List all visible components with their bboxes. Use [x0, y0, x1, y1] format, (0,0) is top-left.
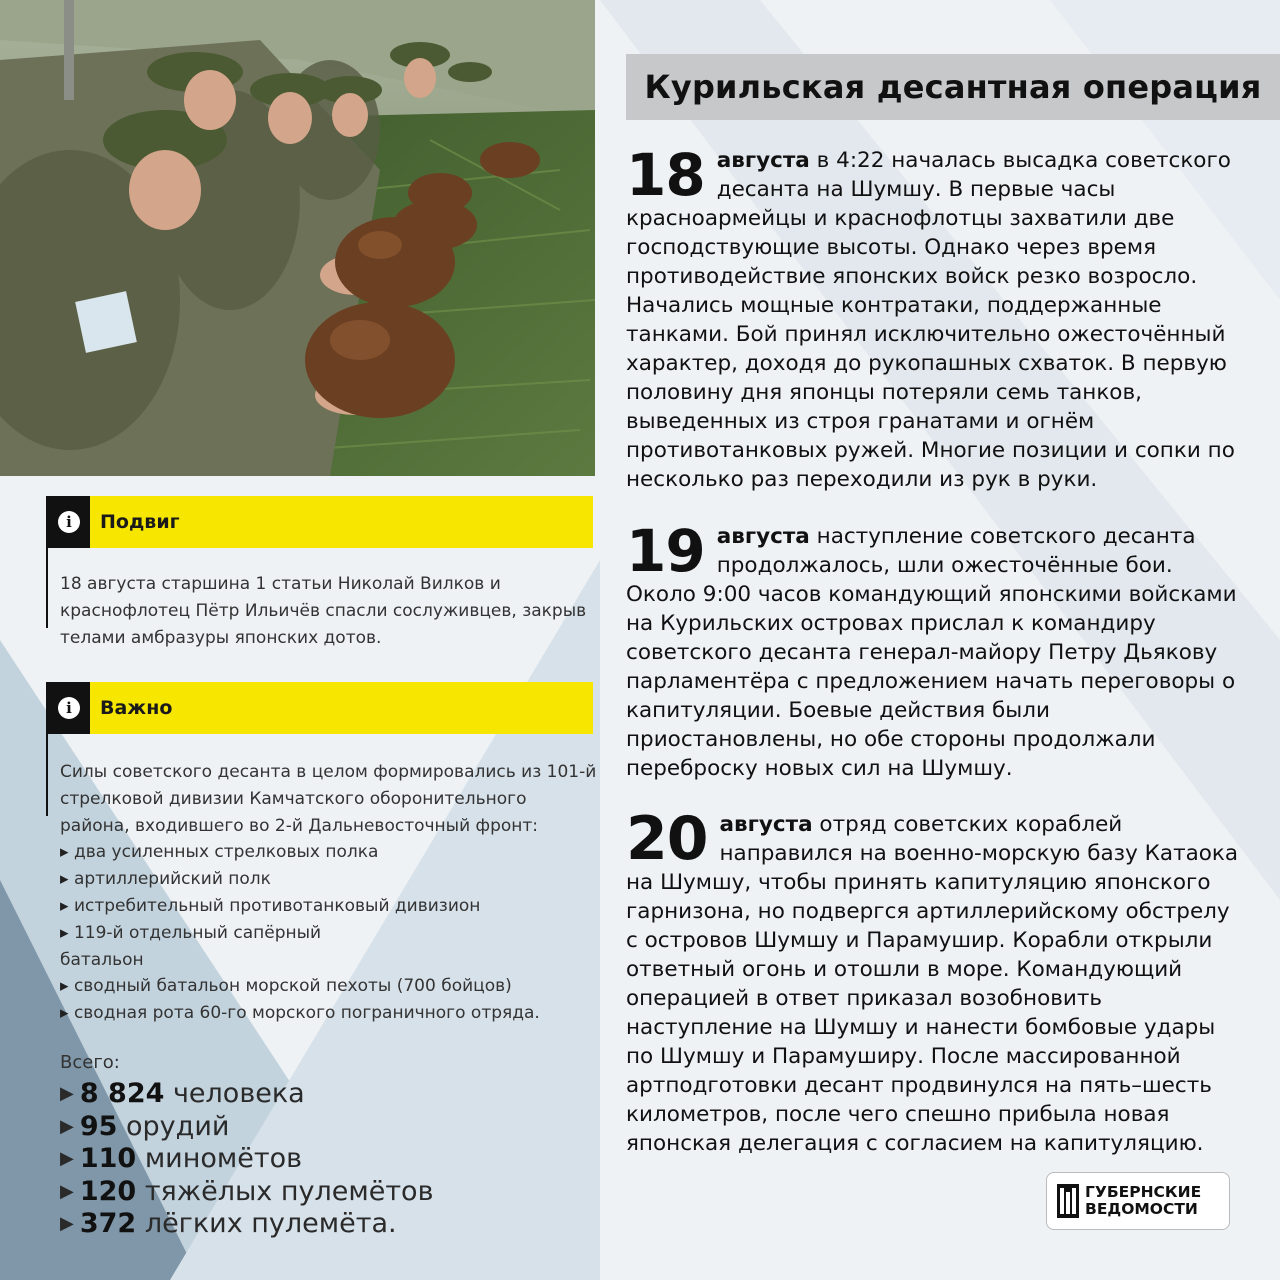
important-box-header: [46, 682, 593, 734]
paragraph-text: наступление советского десанта продолжалось, шли ожесточённые бои. Около 9:00 часов командующий японскими войсками на Курильских островах прислал к командиру советского десанта генерал-майору Петру Дьякову парламентёра с предложением начать переговоры о капитуляции. Боевые действия были приостановлены, но обе стороны продолжали переброску новых сил на Шумшу.: [626, 524, 1237, 781]
totals-text: тяжёлых пулемётов: [144, 1175, 434, 1207]
month-label: августа: [716, 148, 810, 173]
totals-text: человека: [172, 1078, 305, 1109]
page-title: Курильская десантная операция: [644, 68, 1262, 106]
logo-line-2: ВЕДОМОСТИ: [1085, 1200, 1198, 1218]
list-item: ▸ два усиленных стрелковых полка: [60, 839, 600, 866]
logo-line-1: ГУБЕРНСКИЕ: [1085, 1183, 1202, 1201]
list-item: ▸ сводный батальон морской пехоты (700 бойцов): [60, 973, 600, 1000]
important-box-intro: Силы советского десанта в целом формировались из 101-й стрелковой дивизии Камчатского оборонительного района, входившего во 2-й Дальневосточный фронт:: [60, 762, 597, 836]
important-box-label: Важно: [100, 697, 173, 719]
paragraph-text: в 4:22 началась высадка советского десанта на Шумшу. В первые часы красноармейцы и краснофлотцы захватили две господствующие высоты. Однако через время противодействие японских войск резко возросло. Начались мощные контратаки, поддержанные танками. Бой принял исключительно ожесточённый характер, доходя до рукопашных схваток. В первую половину дня японцы потеряли семь танков, выведенных из строя гранатами и огнём противотанковых ружей. Многие позиции и сопки по несколько раз переходили из рук в руки.: [626, 148, 1235, 492]
title-bar: [626, 54, 1280, 120]
month-label: августа: [719, 812, 813, 837]
feat-box-text: 18 августа старшина 1 статьи Николай Вилков и краснофлотец Пётр Ильичёв спасли сослуживцев, закрыв телами амбразуры японских дотов.: [60, 574, 587, 648]
day-number: 20: [626, 804, 708, 874]
totals-value: 120: [79, 1175, 137, 1207]
totals-label: Всего:: [60, 1052, 120, 1073]
list-item: ▸ артиллерийский полк: [60, 866, 600, 893]
important-box-text: [60, 759, 600, 1027]
day-number: 18: [626, 141, 705, 209]
feat-box-header: [46, 496, 593, 548]
feat-box-label: Подвиг: [100, 511, 180, 533]
info-icon-cell: [48, 496, 90, 548]
feat-box-rule: [46, 548, 48, 628]
totals-text: миномётов: [144, 1143, 303, 1174]
totals-value: 95: [79, 1110, 118, 1142]
forces-list: [60, 839, 600, 1027]
paragraph-aug-19: [626, 517, 1246, 783]
list-item: ▸ сводная рота 60-го морского пограничного отряда.: [60, 1000, 600, 1027]
totals-row: ▶ 372 лёгких пулемёта.: [60, 1208, 397, 1239]
list-item: ▸ 119-й отдельный сапёрный батальон: [60, 920, 330, 974]
totals-row: ▶ 120 тяжёлых пулемётов: [60, 1175, 434, 1207]
totals-value: 372: [79, 1208, 137, 1239]
paragraph-text: отряд советских кораблей направился на военно-морскую базу Катаока на Шумшу, чтобы принять капитуляцию японского гарнизона, но подвергся артиллерийскому обстрелу с островов Шумшу и Парамушир. Корабли открыли ответный огонь и отошли в море. Командующий операцией в ответ приказал возобновить наступление на Шумшу и нанести бомбовые удары по Шумшу и Парамуширу. После массированной артподготовки десант продвинулся на пять–шесть километров, после чего спешно прибыла новая японская делегация с согласием на капитуляцию.: [626, 812, 1239, 1156]
totals-row: ▶ 8 824 человека: [60, 1078, 305, 1109]
info-icon: i: [58, 697, 80, 719]
paragraph-aug-20: [626, 804, 1246, 1158]
totals-list: [60, 1078, 434, 1241]
paragraph-aug-18: [626, 141, 1246, 494]
soldiers-photo: [0, 0, 595, 476]
totals-text: орудий: [126, 1110, 230, 1142]
info-icon-cell: [48, 682, 90, 734]
logo-emblem-icon: [1057, 1184, 1079, 1218]
totals-row: ▶ 110 миномётов: [60, 1143, 303, 1174]
totals-value: 110: [79, 1143, 137, 1174]
totals-value: 8 824: [79, 1078, 165, 1109]
day-number: 19: [626, 517, 705, 585]
month-label: августа: [716, 524, 810, 549]
list-item: ▸ истребительный противотанковый дивизион: [60, 893, 600, 920]
publisher-logo: [1046, 1172, 1230, 1230]
important-box-rule: [46, 734, 48, 816]
info-icon: i: [58, 511, 80, 533]
logo-text: [1085, 1184, 1201, 1218]
totals-row: ▶ 95 орудий: [60, 1110, 230, 1142]
totals-text: лёгких пулемёта.: [144, 1208, 397, 1239]
